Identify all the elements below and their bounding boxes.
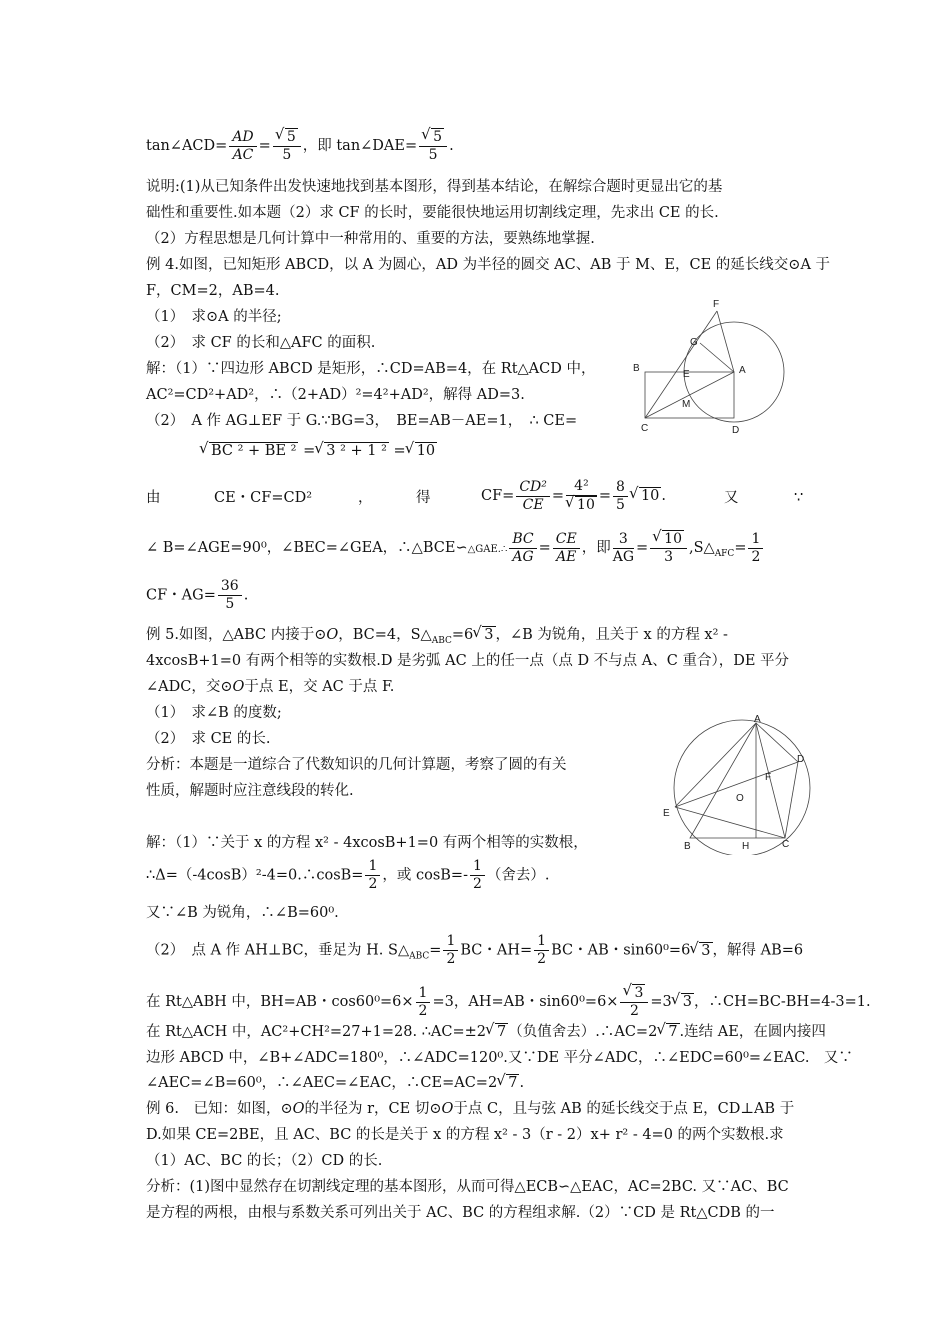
label-b: B <box>633 363 640 374</box>
text: tan∠ACD= <box>146 138 228 154</box>
segment-fa <box>717 311 734 372</box>
segment-ad <box>756 723 798 762</box>
solution-line-3: （2） A 作 AG⊥EF 于 G.∵BG=3， BE=AB－AE=1， ∴ CE= <box>146 413 578 429</box>
similar-line: ∠ B=∠AGE=90⁰，∠BEC=∠GEA，∴△BCE∽△GAE.∴ $\frac{BC}{AG}$ = $\frac{CE}{AE}$ ，即 $\frac{3}{AG}$ = √ $\frac{10}{3}$ $,S\triangle_{AFC}=$ $\frac{1}{2}$ <box>146 530 765 566</box>
cf-line: 由 CE・CF=CD² ， 得 CF= $\frac{\text{CD²}}{CE}$ = 4² √ 10 = $\frac{8}{5}$ √ 10 . 又 ∵ <box>146 488 806 508</box>
note-line-1: 说明:(1)从已知条件出发快速地找到基本图形，得到基本结论，在解综合题时更显出它的基 <box>146 179 723 195</box>
note-line-2: 础性和重要性.如本题（2）求 CF 的长时，要能很快地运用切割线定理，先求出 CE 的长. <box>146 205 719 221</box>
label-o: O <box>736 793 744 804</box>
ce-value-line: √ BC ² + BE ² =√ 3 ² + 1 ² =√ 10 <box>200 441 437 461</box>
fraction: $\frac{AD}{AC}$ <box>229 129 256 164</box>
example6-line-1: 例 6. 已知：如图，⊙O的半径为 r，CE 切⊙O于点 C，且与弦 AB 的延长线交于点 E，CD⊥AB 于 <box>146 1101 795 1117</box>
angle-line: 又∵∠B 为锐角，∴∠B=60⁰. <box>146 905 339 921</box>
discriminant-line: ∴Δ=（-4cosB）²-4=0.∴cosB= $\frac{1}{2}$ ，或 cosB=- $\frac{1}{2}$ （舍去）. <box>146 858 550 892</box>
solution-line-1: 解：（1）∵关于 x 的方程 x² - 4xcosB+1=0 有两个相等的实数根， <box>146 835 588 851</box>
label-b: B <box>684 841 691 852</box>
label-e: E <box>683 369 690 380</box>
segment-ag <box>700 343 734 372</box>
analysis-line-1: 分析：本题是一道综合了代数知识的几何计算题，考察了圆的有关 <box>146 757 567 773</box>
area-line: CF・AG= $\frac{36}{5}$ . <box>146 578 249 612</box>
example5-line-2: 4xcosB+1=0 有两个相等的实数根.D 是劣弧 AC 上的任一点（点 D 不与点 A、C 重合），DE 平分 <box>146 653 790 669</box>
question-2: （2） 求 CF 的长和△AFC 的面积. <box>146 335 376 351</box>
label-g: G <box>690 337 698 348</box>
circle-o <box>674 720 810 855</box>
segment-cf <box>645 311 717 418</box>
segment-dc <box>785 762 798 838</box>
analysis-line-2: 是方程的两根，由根与系数关系可列出关于 AC、BC 的方程组求解.（2）∵CD 是 Rt△CDB 的一 <box>146 1205 775 1221</box>
label-f: F <box>765 772 772 783</box>
solution-line-2: AC²=CD²+AD²，∴（2+AD）²=4²+AD²，解得 AD=3. <box>146 387 525 403</box>
fraction: $\frac{\text{CD²}}{CE}$ <box>516 479 550 514</box>
label-m: M <box>682 399 691 410</box>
label-d: D <box>797 754 805 765</box>
example5-line-3: ∠ADC，交⊙O于点 E，交 AC 于点 F. <box>146 679 395 695</box>
example4-line-1: 例 4.如图，已知矩形 ABCD，以 A 为圆心，AD 为半径的圆交 AC、AB 于 M、E，CE 的延长线交⊙A 于 <box>146 257 831 273</box>
label-f: F <box>713 299 720 310</box>
analysis-line-1: 分析：(1)图中显然存在切割线定理的基本图形，从而可得△ECB∽△EAC，AC=2BC. 又∵AC、BC <box>146 1179 789 1195</box>
segment-ea <box>675 723 756 807</box>
fraction: √ $\frac{5}{5}$ <box>273 128 301 164</box>
area-formula-line: （2） 点 A 作 AH⊥BC，垂足为 H. $S\triangle_{ABC}=$ $\frac{1}{2}$ BC・AH= $\frac{1}{2}$ BC・AB・sin60⁰=6√ 3 ，解得 AB=6 <box>146 933 803 968</box>
example6-line-2: D.如果 CE=2BE，且 AC、BC 的长是关于 x 的方程 x² - 3（r - 2）x+ r² - 4=0 的两个实数根.求 <box>146 1127 784 1143</box>
abh-line: 在 Rt△ABH 中，BH=AB・cos60⁰=6× $\frac{1}{2}$ =3，AH=AB・sin60⁰=6× √ $\frac{3}{2}$ =3√ 3 ，∴CH=BC-BH=4-3=1. <box>146 984 871 1020</box>
ce-result-line: ∠AEC=∠B=60⁰，∴∠AEC=∠EAC，∴CE=AC=2√ 7 . <box>146 1073 524 1093</box>
label-c: C <box>641 423 649 434</box>
label-a: A <box>754 714 761 725</box>
tan-line: tan∠ACD= $\frac{AD}{AC}$ = √ $\frac{5}{5}$ ，即 tan∠DAE= √ $\frac{5}{5}$ . <box>146 128 454 164</box>
label-e: E <box>663 808 670 819</box>
figure-inscribed-triangle <box>655 710 815 855</box>
example5-line-1: 例 5.如图，△ABC 内接于⊙O，BC=4，$S\triangle_{ABC}=6√$ 3 ，∠B 为锐角，且关于 x 的方程 x² - <box>146 625 728 651</box>
label-c: C <box>782 839 790 850</box>
note-line-3: （2）方程思想是几何计算中一种常用的、重要的方法，要熟练地掌握. <box>146 231 595 247</box>
label-d: D <box>732 425 740 436</box>
label-a: A <box>739 365 746 376</box>
example4-line-2: F，CM=2，AB=4. <box>146 283 280 299</box>
quad-line: 边形 ABCD 中，∠B+∠ADC=180⁰，∴∠ADC=120⁰.又∵DE 平分∠ADC，∴∠EDC=60⁰=∠EAC. 又∵ <box>146 1050 853 1066</box>
example6-line-3: （1）AC、BC 的长；（2）CD 的长. <box>146 1153 383 1169</box>
question-1: （1） 求∠B 的度数; <box>146 705 282 721</box>
analysis-line-2: 性质，解题时应注意线段的转化. <box>146 783 354 799</box>
ach-line: 在 Rt△ACH 中，AC²+CH²=27+1=28. ∴AC=±2√ 7 （负值舍去）.∴AC=2√ 7 .连结 AE，在圆内接四 <box>146 1022 826 1042</box>
label-h: H <box>742 841 750 852</box>
fraction: √ $\frac{5}{5}$ <box>419 128 447 164</box>
question-2: （2） 求 CE 的长. <box>146 731 271 747</box>
figure-rectangle-circle <box>620 295 790 440</box>
solution-line-1: 解：（1）∵四边形 ABCD 是矩形，∴CD=AB=4，在 Rt△ACD 中， <box>146 361 596 377</box>
question-1: （1） 求⊙A 的半径; <box>146 309 282 325</box>
